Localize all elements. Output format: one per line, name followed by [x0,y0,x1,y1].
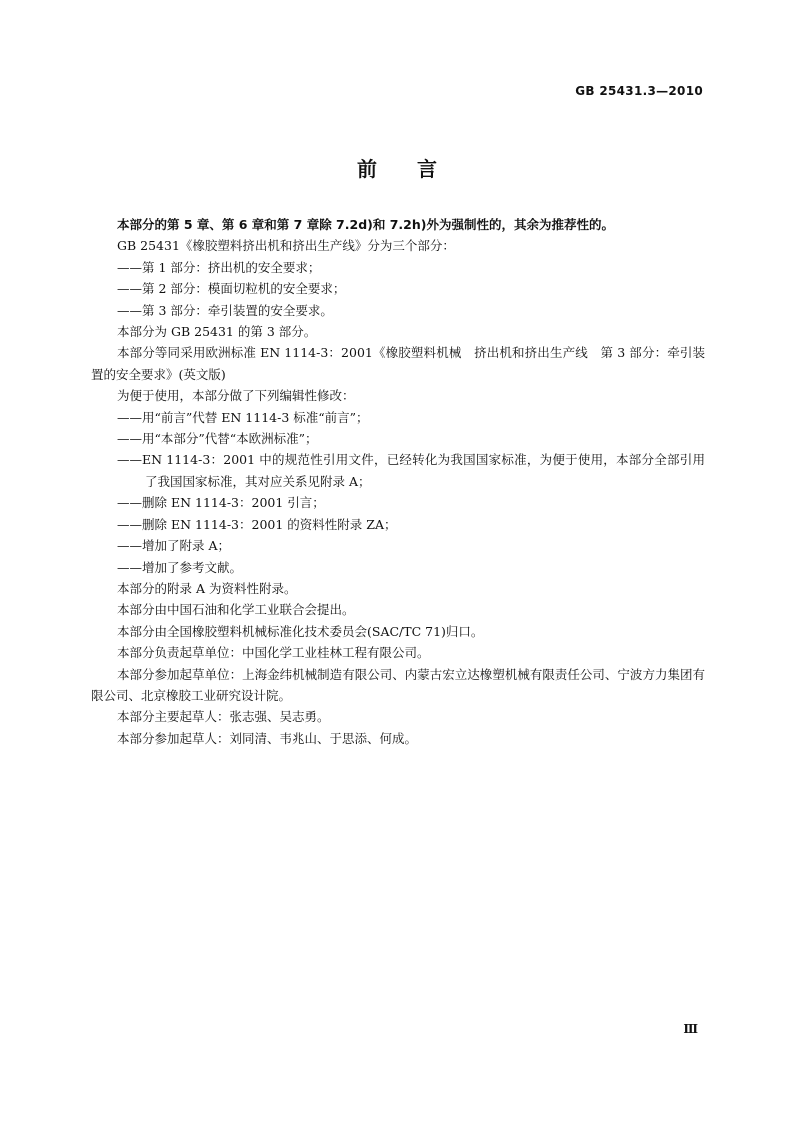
paragraph: GB 25431《橡胶塑料挤出机和挤出生产线》分为三个部分： [117,238,455,254]
foreword-body [91,214,705,749]
paragraph: 本部分参加起草单位：上海金纬机械制造有限公司、内蒙古宏立达橡塑机械有限责任公司、宁波方力集团有限公司、北京橡胶工业研究设计院。 [91,666,705,703]
list-item: ——第 1 部分：挤出机的安全要求； [117,259,321,275]
list-item: ——增加了附录 A； [117,538,231,554]
list-item: ——第 3 部分：牵引装置的安全要求。 [117,302,333,318]
page-title: 前言 [357,157,477,181]
list-item: ——第 2 部分：模面切粒机的安全要求； [117,281,346,297]
list-item: ——用“前言”代替 EN 1114-3 标准“前言”； [117,409,369,425]
paragraph: 本部分为 GB 25431 的第 3 部分。 [117,324,317,340]
paragraph: 本部分等同采用欧洲标准 EN 1114-3：2001《橡胶塑料机械 挤出机和挤出生产线 第 3 部分：牵引装置的安全要求》(英文版) [91,345,705,382]
list-item: ——删除 EN 1114-3：2001 引言； [117,495,325,511]
paragraph: 本部分负责起草单位：中国化学工业桂林工程有限公司。 [117,645,430,661]
paragraph: 为便于使用，本部分做了下列编辑性修改： [117,388,355,404]
paragraph: 本部分主要起草人：张志强、吴志勇。 [117,709,330,725]
standard-code: GB 25431.3—2010 [575,84,703,98]
paragraph: 本部分由中国石油和化学工业联合会提出。 [117,602,355,618]
page-number: Ⅲ [683,1022,698,1036]
paragraph: 本部分参加起草人：刘同清、韦兆山、于思添、何成。 [117,730,418,746]
list-item: ——增加了参考文献。 [117,559,243,575]
mandatory-clause-paragraph: 本部分的第 5 章、第 6 章和第 7 章除 7.2d)和 7.2h)外为强制性的，其余为推荐性的。 [117,217,614,232]
paragraph: 本部分由全国橡胶塑料机械标准化技术委员会(SAC/TC 71)归口。 [117,623,484,639]
list-item: ——EN 1114-3：2001 中的规范性引用文件，已经转化为我国国家标准，为便于使用，本部分全部引用了我国国家标准，其对应关系见附录 A； [117,452,705,489]
paragraph: 本部分的附录 A 为资料性附录。 [117,580,297,596]
list-item: ——用“本部分”代替“本欧洲标准”； [117,431,318,447]
list-item: ——删除 EN 1114-3：2001 的资料性附录 ZA； [117,516,397,532]
